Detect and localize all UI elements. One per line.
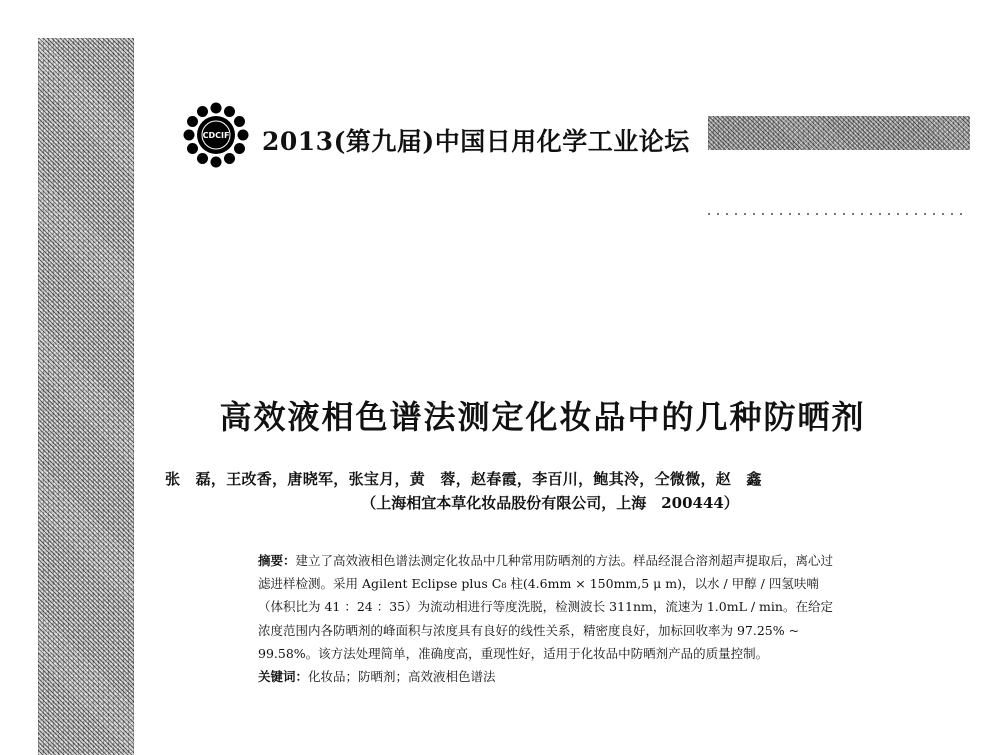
forum-title: 2013(第九届)中国日用化学工业论坛 — [262, 127, 690, 156]
affiliation: （上海相宜本草化妆品股份有限公司，上海 200444） — [361, 494, 739, 512]
decorative-header-band — [708, 116, 970, 150]
abstract-text: 建立了高效液相色谱法测定化妆品中几种常用防晒剂的方法。样品经混合溶剂超声提取后，离心过滤进样检测。采用 Agilent Eclipse plus C₈ 柱(4.6mm × 150mm,5 μ m)，以水 / 甲醇 / 四氢呋喃（体积比为 41 ：24 ：35）为流动相进行等度洗脱，检测波长 311nm，流速为 1.0mL / min。在给定浓度范围内各防晒剂的峰面积与浓度具有良好的线性关系，精密度良好，加标回收率为 97.25% ~ 99.58%。该方法处理简单，准确度高，重现性好，适用于化妆品中防晒剂产品的质量控制。 — [258, 553, 834, 661]
dotted-rule — [708, 213, 968, 215]
logo-text: CDCIF — [202, 131, 230, 140]
forum-header — [183, 102, 973, 168]
keywords-label: 关键词： — [258, 669, 309, 685]
author-list: 张 磊，王改香，唐晓军，张宝月，黄 蓉，赵春霞，李百川，鲍其泠，仝微微，赵 鑫 — [165, 470, 762, 488]
abstract-paragraph — [258, 549, 838, 665]
abstract-block — [258, 549, 838, 688]
cdcif-logo — [183, 102, 249, 168]
keywords-paragraph — [258, 665, 838, 688]
abstract-label: 摘要： — [258, 553, 296, 568]
keywords-text: 化妆品；防晒剂；高效液相色谱法 — [308, 669, 496, 685]
paper-title: 高效液相色谱法测定化妆品中的几种防晒剂 — [219, 398, 866, 436]
